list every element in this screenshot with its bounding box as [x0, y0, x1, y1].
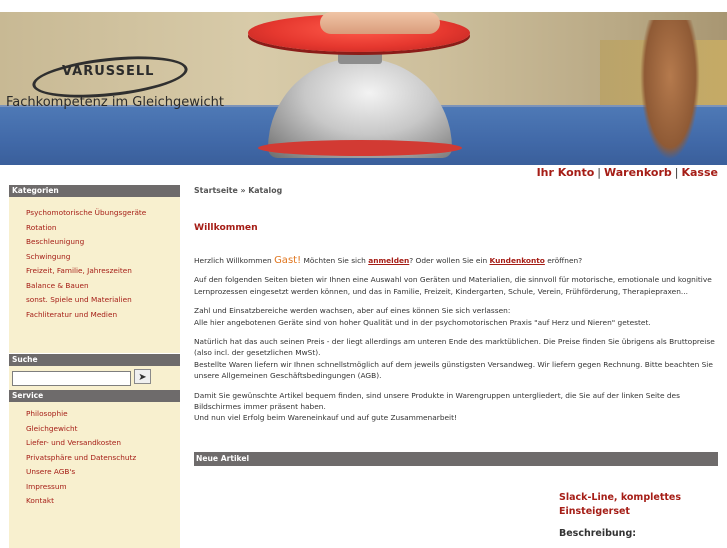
- header-banner: [0, 0, 727, 165]
- greeting-text: ? Oder wollen Sie ein: [409, 256, 490, 265]
- search-button[interactable]: [134, 369, 151, 384]
- category-link[interactable]: sonst. Spiele und Materialien: [26, 295, 132, 304]
- quality-paragraph: [194, 305, 716, 328]
- page-title: Willkommen: [194, 222, 258, 233]
- greeting-text: Herzlich Willkommen: [194, 256, 275, 265]
- greeting-text: eröffnen?: [544, 256, 583, 265]
- tagline: Fachkompetenz im Gleichgewicht: [6, 95, 224, 110]
- banner-top-stripe: [0, 0, 727, 12]
- banner-feet: [320, 12, 440, 34]
- create-account-link[interactable]: Kundenkonto: [489, 256, 545, 265]
- category-link[interactable]: Schwingung: [26, 251, 71, 261]
- intro-paragraph: Auf den folgenden Seiten bieten wir Ihnen eine Auswahl von Geräten und Materialien, die sinnvoll für motorische, emotionale und kognitive Lernprozessen eingesetzt werden können, und das in Familie, Freizeit, Kindergarten, Schule, Verein, Frühförderung, Therapiepraxen...: [194, 275, 712, 296]
- service-link[interactable]: Philosophie: [26, 409, 68, 418]
- separator: |: [597, 166, 601, 179]
- price-line: Natürlich hat das auch seinen Preis - der liegt allerdings am unteren Ende des marktüblichen. Die Preise finden Sie übrigens als Bruttopreise (also incl. der gesetzlichen MwSt).: [194, 337, 715, 358]
- greeting-text: Möchten Sie sich: [301, 256, 369, 265]
- categories-title: Kategorien: [9, 185, 180, 197]
- arrow-right-icon: ➤: [138, 372, 147, 383]
- product-description-label: Beschreibung:: [559, 528, 637, 539]
- service-list: [9, 402, 180, 518]
- guest-label: Gast!: [274, 255, 302, 266]
- price-paragraph: [194, 336, 716, 382]
- welcome-text: [194, 255, 716, 432]
- new-articles-header: Neue Artikel: [194, 452, 718, 466]
- link-warenkorb[interactable]: Warenkorb: [604, 166, 672, 179]
- category-link[interactable]: Beschleunigung: [26, 237, 85, 246]
- service-link[interactable]: Unsere AGB's: [26, 467, 76, 476]
- service-link[interactable]: Liefer- und Versandkosten: [26, 438, 121, 447]
- search-input[interactable]: [12, 371, 131, 386]
- categories-box: [9, 185, 180, 353]
- link-kasse[interactable]: Kasse: [681, 166, 718, 179]
- delivery-line: Bestellte Waren liefern wir Ihnen schnellstmöglich auf dem jeweils günstigsten Versandweg. Wir liefern gegen Rechnung. Bitte beachten Sie unsere Allgemeinen Geschäftsbedingungen (AGB).: [194, 359, 713, 381]
- service-link[interactable]: Gleichgewicht: [26, 423, 78, 433]
- category-link[interactable]: Fachliteratur und Medien: [26, 309, 118, 319]
- greeting-paragraph: [194, 255, 716, 266]
- account-links: [537, 166, 718, 179]
- separator: |: [674, 166, 679, 179]
- category-link[interactable]: Rotation: [26, 222, 57, 232]
- logo[interactable]: VARUSSELL: [62, 64, 155, 79]
- category-link[interactable]: Balance & Bauen: [26, 280, 89, 290]
- navigation-line: Damit Sie gewünschte Artikel bequem finden, sind unsere Produkte in Warengruppen untergliedert, die Sie auf der linken Seite des Bildschirmes immer präsent haben.: [194, 390, 680, 412]
- quality-line: Alle hier angebotenen Geräte sind von hoher Qualität und in der psychomotorischen Praxis "auf Herz und Nieren" getestet.: [194, 317, 651, 327]
- navigation-paragraph: [194, 390, 716, 424]
- categories-body: [9, 197, 180, 353]
- service-link[interactable]: Kontakt: [26, 496, 54, 505]
- closing-line: Und nun viel Erfolg beim Wareneinkauf und auf gute Zusammenarbeit!: [194, 413, 457, 423]
- search-title: Suche: [9, 354, 180, 366]
- service-link[interactable]: Privatsphäre und Datenschutz: [26, 452, 137, 462]
- quality-line: Zahl und Einsatzbereiche werden wachsen, aber auf eines können Sie sich verlassen:: [194, 306, 511, 316]
- service-box: [9, 390, 180, 548]
- category-link[interactable]: Psychomotorische Übungsgeräte: [26, 208, 147, 217]
- service-link[interactable]: Impressum: [26, 481, 67, 491]
- login-link[interactable]: anmelden: [368, 256, 410, 265]
- service-title: Service: [9, 390, 180, 402]
- link-ihr-konto[interactable]: Ihr Konto: [536, 166, 595, 179]
- banner-dome-base: [258, 140, 462, 156]
- service-body: [9, 402, 180, 548]
- search-box: [9, 354, 180, 394]
- banner-person: [640, 20, 700, 160]
- breadcrumb[interactable]: Startseite » Katalog: [194, 186, 283, 195]
- category-link[interactable]: Freizeit, Familie, Jahreszeiten: [26, 266, 132, 275]
- product-title-link[interactable]: Slack-Line, komplettes Einsteigerset: [559, 492, 682, 517]
- categories-list: [9, 197, 180, 331]
